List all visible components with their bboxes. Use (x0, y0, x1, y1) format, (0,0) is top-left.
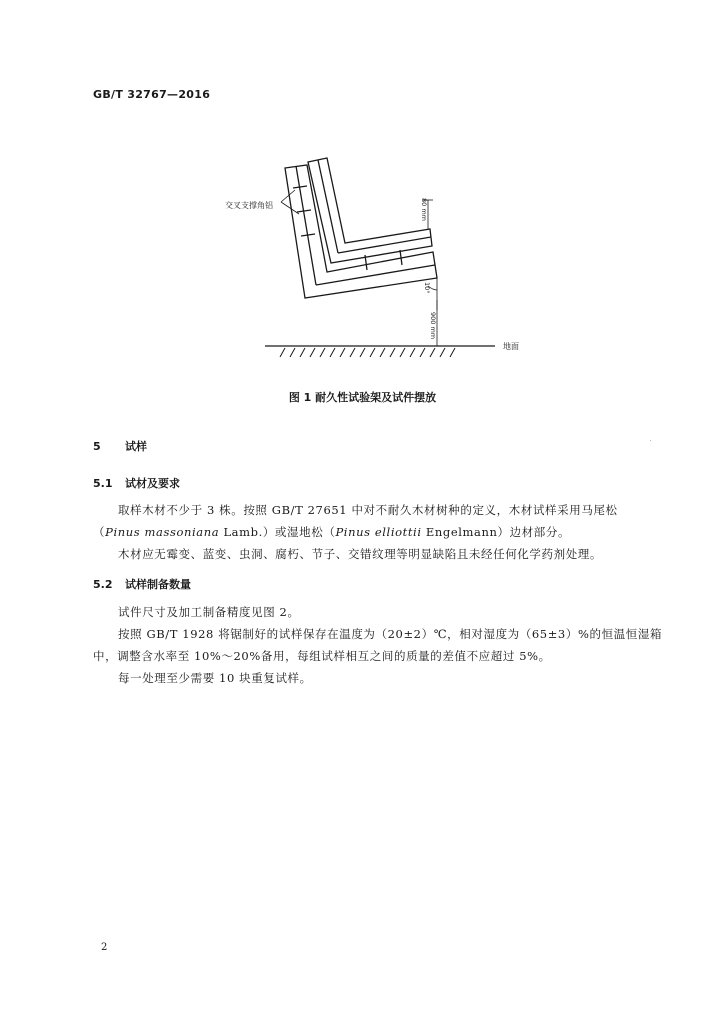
para-5-1-line-1: 取样木材不少于 3 株。按照 GB/T 27651 中对不耐久木材树种的定义，木材试样采用马尾松 (118, 503, 618, 517)
para-5-2-line-1: 试件尺寸及加工制备精度见图 2。 (118, 605, 300, 619)
scan-mark (650, 440, 651, 441)
label-angle: 10° (423, 282, 431, 294)
section-number: 5.1 (93, 477, 113, 490)
section-5-1-heading (93, 475, 180, 491)
para-5-1-line-2 (93, 524, 570, 540)
figure-durability-rack (215, 150, 535, 365)
label-brace: 交叉支撑角铝 (225, 201, 273, 210)
section-number: 5.2 (93, 578, 113, 591)
species-name: Pinus elliottii (335, 525, 422, 539)
para-5-2-line-4: 每一处理至少需要 10 块重复试样。 (118, 671, 312, 685)
label-dim-ground: 900 mm (429, 312, 437, 340)
text-run: Engelmann）边材部分。 (421, 525, 571, 539)
rack-diagram (215, 150, 535, 365)
section-title: 试样 (125, 440, 147, 453)
section-title: 试材及要求 (125, 477, 180, 490)
specimen-edge-2 (338, 237, 431, 253)
page-number: 2 (101, 942, 108, 953)
section-number: 5 (93, 440, 101, 453)
text-run: Lamb.）或湿地松（ (219, 525, 336, 539)
label-ground: 地面 (503, 342, 519, 351)
section-5-heading (93, 438, 147, 454)
para-5-2-line-3: 中，调整含水率至 10%～20%备用，每组试样相互之间的质量的差值不应超过 5%。 (93, 649, 551, 663)
figure-caption: 图 1 耐久性试验架及试件摆放 (288, 391, 437, 404)
section-title: 试样制备数量 (125, 578, 191, 591)
standard-code-header: GB/T 32767—2016 (93, 88, 211, 101)
text-run: （ (93, 525, 106, 539)
species-name: Pinus massoniana (105, 525, 220, 539)
rack-frame-inner-2 (316, 265, 435, 285)
section-5-2-heading (93, 576, 191, 592)
label-dim-top: 80 mm (420, 198, 428, 222)
para-5-2-line-2: 按照 GB/T 1928 将锯制好的试样保存在温度为（20±2）℃，相对湿度为（65±3）%的恒温恒湿箱 (118, 627, 663, 641)
para-5-1-line-3: 木材应无霉变、蓝变、虫洞、腐朽、节子、交错纹理等明显缺陷且未经任何化学药剂处理。 (118, 547, 602, 561)
leader-brace-1 (281, 190, 295, 202)
